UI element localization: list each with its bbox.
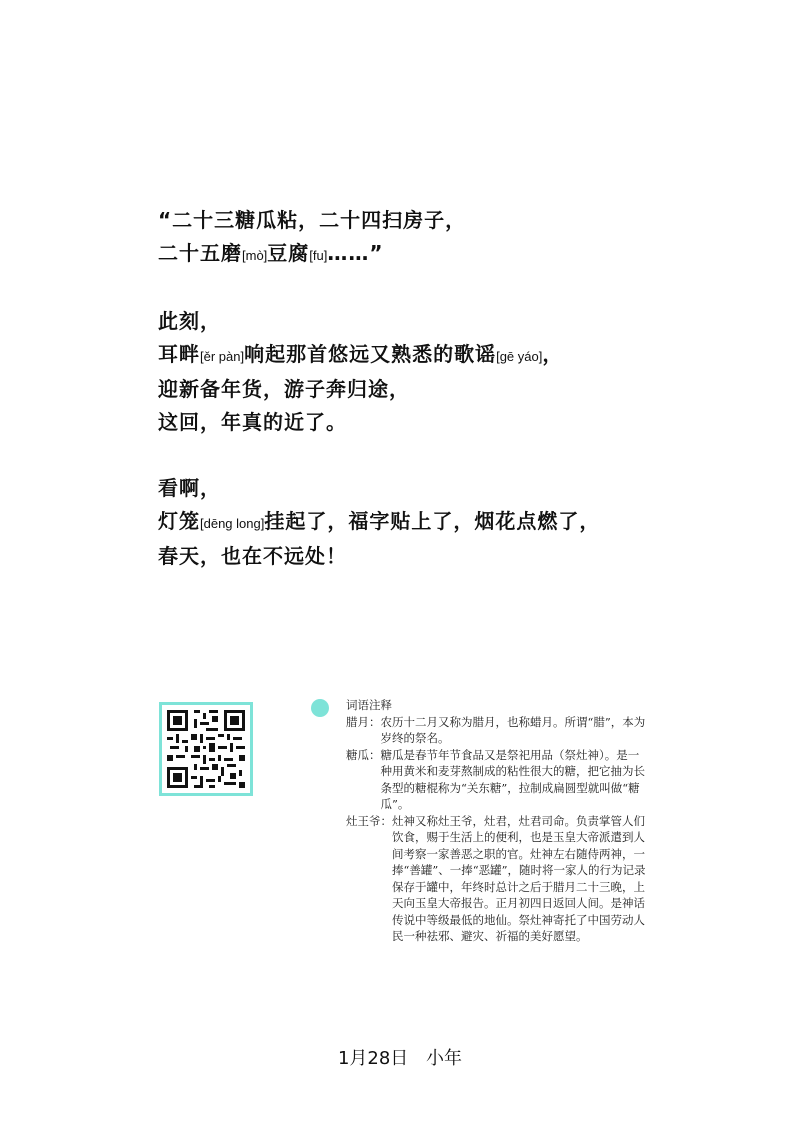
poem-text: 豆腐 <box>267 241 310 265</box>
qr-code-icon <box>167 710 245 788</box>
poem-line <box>158 505 678 540</box>
pinyin-annotation: [gē yáo] <box>496 349 543 364</box>
glossary-title: 词语注释 <box>346 698 392 712</box>
poem-stanza-3 <box>158 472 678 573</box>
poem-text: 耳畔 <box>158 342 200 366</box>
poem-text: 挂起了，福字贴上了，烟花点燃了， <box>264 509 601 533</box>
poem-stanza-2 <box>158 305 678 439</box>
glossary-entry <box>346 714 646 747</box>
poem-stanza-1 <box>158 204 678 272</box>
glossary-definition: 灶神又称灶王爷，灶君，灶君司命。负责掌管人们饮食，赐于生活上的便利，也是玉皇大帝派遣到人间考察一家善恶之职的官。灶神左右随侍两神，一捧“善罐”、一捧“恶罐”，随时将一家人的行为记录保存于罐中，年终时总计之后于腊月二十三晚，上天向玉皇大帝报告。正月初四日返回人间。是神话传说中等级最低的地仙。祭灶神寄托了中国劳动人民一种祛邪、避灾、祈福的美好愿望。 <box>392 813 646 943</box>
poem-line: 看啊， <box>158 476 221 500</box>
poem-line: 春天，也在不远处！ <box>158 544 347 568</box>
poem-text: ……” <box>327 241 384 265</box>
glossary-definition: 农历十二月又称为腊月，也称蜡月。所谓“腊”，本为岁终的祭名。 <box>380 714 646 745</box>
glossary-term: 糖瓜： <box>346 747 381 762</box>
glossary-term: 灶王爷： <box>346 813 392 828</box>
pinyin-annotation: [dēng long] <box>200 516 265 531</box>
poem-line: 此刻， <box>158 309 221 333</box>
poem-text: ， <box>542 342 564 366</box>
glossary-entry <box>346 813 646 945</box>
glossary-entry <box>346 747 646 813</box>
footer-festival: 小年 <box>426 1048 463 1069</box>
pinyin-annotation: [ěr pàn] <box>200 349 245 364</box>
qr-code[interactable] <box>159 702 253 796</box>
glossary-term: 腊月： <box>346 714 381 729</box>
poem-line <box>158 237 678 272</box>
footer-date: 1月28日 <box>337 1048 409 1069</box>
glossary-notes <box>346 697 646 945</box>
notes-marker-dot <box>311 699 329 717</box>
poem-text: 二十五磨 <box>158 241 242 265</box>
poem-line: “二十三糖瓜粘，二十四扫房子， <box>158 208 467 232</box>
pinyin-annotation: [mò] <box>242 248 268 263</box>
poem <box>158 204 678 606</box>
glossary-definition: 糖瓜是春节年节食品又是祭祀用品（祭灶神）。是一种用黄米和麦芽熬制成的粘性很大的糖，把它抽为长条型的糖棍称为“关东糖”，拉制成扁圆型就叫做“糖瓜”。 <box>380 747 645 811</box>
pinyin-annotation: [fu] <box>309 248 328 263</box>
poem-line: 迎新备年货，游子奔归途， <box>158 377 410 401</box>
poem-line: 这回，年真的近了。 <box>158 410 347 434</box>
poem-text: 响起那首悠远又熟悉的歌谣 <box>244 342 497 366</box>
poem-line <box>158 338 678 373</box>
page-footer <box>0 1044 800 1070</box>
poem-text: 灯笼 <box>158 509 200 533</box>
